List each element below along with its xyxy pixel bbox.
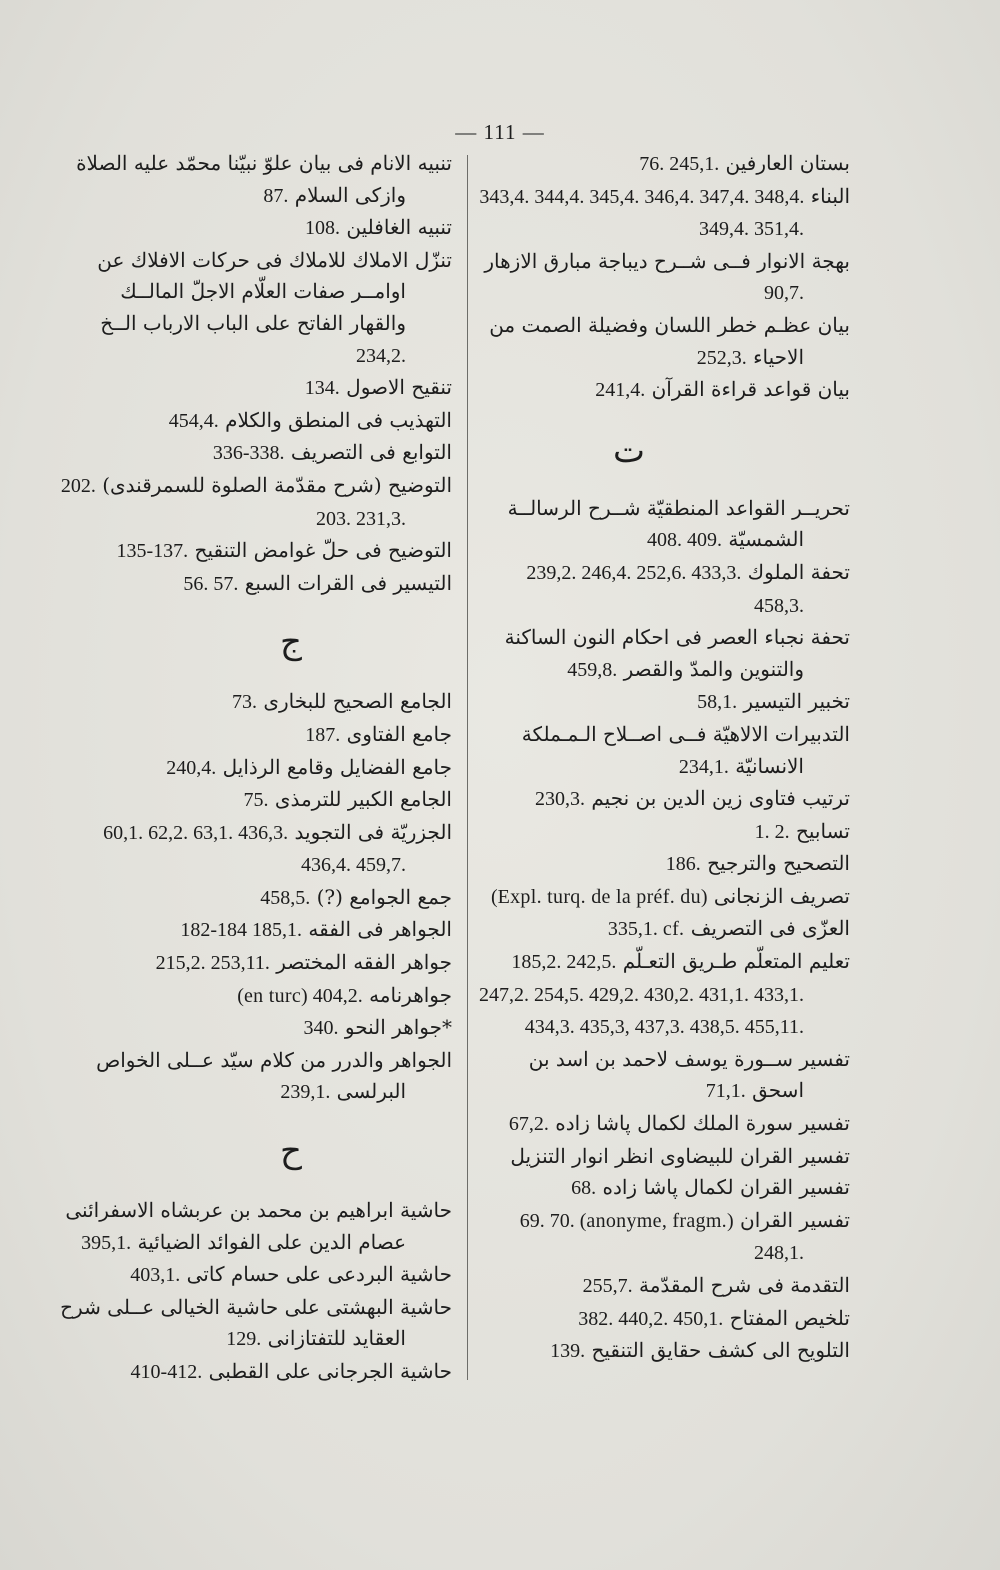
index-entry — [60, 535, 452, 568]
entry-references: 403,1. — [130, 1264, 181, 1287]
entry-title: جامع الفتاوى — [346, 721, 452, 746]
entry-references: 241,4. — [595, 379, 646, 402]
index-entry — [478, 1205, 850, 1270]
entry-references: 135-137. — [116, 540, 189, 563]
entry-title: جمع الجوامع (?) — [316, 884, 452, 909]
index-entry — [478, 816, 850, 849]
entry-title: تسابيح — [795, 818, 850, 843]
entry-title: تنبيه الانام فى بيان علوّ نبيّنا محمّد عليه الصلاة وازكى السلام — [76, 151, 452, 207]
entry-title: تلخيص المفتاح — [729, 1305, 850, 1330]
index-entry — [60, 882, 452, 915]
entry-references: 129. — [226, 1328, 262, 1351]
entry-title: ترتيب فتاوى زين الدين بن نجيم — [591, 786, 850, 811]
entry-references: 186. — [665, 853, 701, 876]
entry-references: 252,3. — [696, 346, 747, 369]
entry-title: حاشية البهشتى على حاشية الخيالى عــلى شرح العقايد للتفتازانى — [60, 1294, 452, 1351]
entry-references: 73. — [231, 691, 257, 714]
entry-title: التوضيح فى حلّ غوامض التنقيح — [194, 538, 452, 563]
index-entry — [478, 1335, 850, 1368]
index-entry — [60, 1045, 452, 1109]
index-entry — [60, 1292, 452, 1356]
entry-references: 139. — [550, 1340, 586, 1363]
entry-references: 234,1. — [678, 755, 729, 778]
index-entry — [478, 913, 850, 946]
index-entry — [478, 181, 850, 246]
entry-references: 187. — [305, 723, 341, 746]
entry-references: 408. 409. — [646, 529, 722, 552]
entry-title: تفسير ســورة يوسف لاحمد بن اسد بن اسحق — [528, 1046, 850, 1103]
section-letter-ta: ت — [612, 430, 645, 471]
entry-references: 182-184 185,1. — [180, 919, 303, 942]
entry-references: 343,4. 344,4. 345,4. 346,4. 347,4. 348,4. 349,4. 351,4. — [479, 185, 805, 241]
entry-references: 87. — [263, 184, 289, 207]
index-entry — [60, 914, 452, 947]
entry-title: حاشية الجرجانى على القطبى — [208, 1359, 452, 1383]
entry-title: تحريــر القواعد المنطقيّة شــرح الرسالــة الشمسيّة — [507, 495, 850, 552]
entry-title: جواهرنامه — [369, 982, 452, 1007]
index-entry — [60, 980, 452, 1013]
entry-title: تحفة الملوك — [747, 559, 850, 584]
entry-title: بيان قواعد قراءة القرآن — [651, 377, 850, 402]
index-entry — [60, 817, 452, 882]
entry-title: التلويح الى كشف حقايق التنقيح — [591, 1338, 850, 1363]
index-entry — [478, 493, 850, 557]
entry-title: التصحيح والترجيح — [707, 851, 850, 876]
left-column — [60, 148, 452, 1389]
entry-references: 90,7. — [764, 282, 804, 305]
index-entry — [478, 246, 850, 310]
index-entry — [60, 947, 452, 980]
entry-title: تنقيح الاصول — [346, 375, 452, 400]
index-entry — [478, 622, 850, 686]
index-entry — [60, 568, 452, 601]
entry-title: الجزريّة فى التجويد — [294, 819, 452, 844]
entry-references: 134. — [304, 377, 340, 400]
entry-references: 71,1. — [705, 1080, 746, 1103]
left-entries-bottom — [60, 1195, 452, 1389]
entry-title: بهجة الانوار فــى شــرح ديباجة مبارق الازهار — [484, 248, 850, 273]
right-entries-bottom — [478, 493, 850, 1368]
index-entry — [478, 719, 850, 783]
entry-references: 58,1. — [697, 691, 738, 714]
entry-title: التقدمة فى شرح المقدّمة — [638, 1273, 850, 1297]
entry-title: العزّى فى التصريف — [690, 916, 850, 941]
index-entry — [60, 1356, 452, 1389]
index-entry — [60, 437, 452, 470]
entry-title: التوضيح (شرح مقدّمة الصلوة للسمرقندى) — [102, 472, 452, 497]
entry-references: 459,8. — [567, 658, 618, 681]
entry-references: 340. — [303, 1017, 339, 1040]
index-entry — [478, 1108, 850, 1141]
index-entry — [478, 848, 850, 881]
entry-title: تخبير التيسير — [743, 689, 850, 714]
index-entry — [478, 1141, 850, 1173]
index-entry — [478, 946, 850, 1044]
entry-title: البناء — [810, 183, 850, 208]
index-entry — [60, 245, 452, 372]
index-entry — [60, 1195, 452, 1259]
entry-title: حاشية البردعى على حسام كاتى — [186, 1262, 452, 1287]
index-entry — [60, 686, 452, 719]
index-entry — [478, 148, 850, 181]
entry-references: (Expl. turq. de la préf. du) — [490, 885, 708, 908]
entry-title: الجامع الكبير للترمذى — [274, 787, 452, 812]
entry-title: الجواهر فى الفقه — [308, 917, 452, 942]
entry-references: 240,4. — [166, 756, 217, 779]
entry-references: 69. 70. (anonyme, fragm.) 248,1. — [519, 1209, 804, 1265]
entry-references: 67,2. — [508, 1113, 549, 1136]
entry-title: تفسير القران لكمال پاشا زاده — [602, 1175, 850, 1200]
entry-references: 255,7. — [582, 1275, 633, 1297]
index-entry — [478, 1044, 850, 1108]
entry-references: 56. 57. — [183, 572, 239, 595]
entry-title: بيان عظـم خطر اللسان وفضيلة الصمت من الاحياء — [489, 312, 850, 369]
left-entries-top — [60, 148, 452, 600]
entry-title: الجواهر والدرر من كلام سيّد عــلى الخواص البرلسى — [96, 1047, 452, 1104]
left-entries-mid — [60, 686, 452, 1109]
index-entry — [478, 310, 850, 374]
entry-title: تفسير القران — [740, 1207, 850, 1232]
entry-references: (en turc) 404,2. — [237, 984, 363, 1007]
entry-title: التيسير فى القرات السبع — [244, 570, 452, 595]
entry-title: بستان العارفين — [725, 151, 850, 175]
index-entry — [60, 719, 452, 752]
entry-references: 230,3. — [535, 788, 585, 811]
entry-title: الجامع الصحيح للبخارى — [263, 689, 452, 714]
entry-references: 382. 440,2. 450,1. — [578, 1307, 724, 1330]
index-entry — [60, 470, 452, 535]
entry-title: جواهر الفقه المختصر — [276, 950, 452, 975]
index-entry — [478, 374, 850, 407]
entry-title: تنزّل الاملاك للاملاك فى حركات الافلاك عن اوامــر صفات العلّام الاجلّ المالــك والقهار الفاتح على الباب الارباب الــخ — [97, 247, 452, 335]
entry-title: *جواهر النحو — [344, 1015, 452, 1040]
entry-references: 335,1. cf. — [607, 918, 685, 941]
entry-references: 395,1. — [81, 1231, 132, 1254]
entry-references: 234,2. — [356, 344, 406, 367]
entry-references: 454,4. — [168, 409, 219, 432]
entry-title: التهذيب فى المنطق والكلام — [225, 407, 452, 432]
index-entry — [60, 1259, 452, 1292]
section-letter-jim: ج — [280, 622, 302, 663]
right-column — [478, 148, 850, 1368]
right-entries-top — [478, 148, 850, 407]
index-entry — [478, 783, 850, 816]
entry-title: التوابع فى التصريف — [290, 440, 452, 465]
index-entry — [478, 686, 850, 719]
page-number: — 111 — — [455, 120, 545, 144]
index-entry — [60, 148, 452, 212]
index-entry — [478, 557, 850, 622]
entry-references: 76. 245,1. — [639, 153, 720, 175]
index-entry — [60, 405, 452, 438]
index-entry — [60, 784, 452, 817]
entry-title: تعليم المتعلّم طـريق التعـلّم — [622, 949, 850, 974]
entry-title: حاشية ابراهيم بن محمد بن عربشاه الاسفرائنى عصام الدين على الفوائد الضيائية — [65, 1198, 452, 1254]
index-entry — [478, 881, 850, 914]
entry-references: 108. — [305, 217, 341, 240]
entry-references: 336-338. — [212, 442, 285, 465]
entry-title: تفسير القران للبيضاوى انظر انوار التنزيل — [510, 1143, 850, 1168]
entry-title: تصريف الزنجانى — [713, 883, 850, 908]
entry-title: التدبيرات الالاهيّة فــى اصــلاح الـمـملكة الانسانيّة — [521, 721, 850, 778]
section-letter-ha: ح — [280, 1131, 302, 1172]
index-entry — [478, 1172, 850, 1205]
entry-references: 239,1. — [280, 1081, 331, 1104]
entry-title: تحفة نجباء العصر فى احكام النون الساكنة والتنوين والمدّ والقصر — [504, 625, 850, 681]
index-entry — [60, 212, 452, 245]
entry-references: 68. — [571, 1177, 597, 1200]
entry-references: 239,2. 246,4. 252,6. 433,3. 458,3. — [526, 561, 804, 617]
entry-references: 185,2. 242,5. 247,2. 254,5. 429,2. 430,2. 431,1. 433,1. 434,3. 435,3, 437,3. 438,5. 455,11. — [479, 951, 804, 1039]
entry-references: 215,2. 253,11. — [155, 952, 270, 975]
index-entry — [60, 1012, 452, 1045]
entry-references: 60,1. 62,2. 63,1. 436,3. 436,4. 459,7. — [103, 821, 406, 877]
index-entry — [478, 1270, 850, 1303]
entry-references: 410-412. — [130, 1361, 203, 1383]
entry-title: تنبيه الغافلين — [346, 215, 452, 240]
index-entry — [60, 752, 452, 785]
column-divider — [467, 155, 468, 1380]
entry-references: 202. 203. 231,3. — [60, 474, 406, 530]
entry-title: تفسير سورة الملك لكمال پاشا زاده — [555, 1111, 850, 1136]
entry-references: 1. 2. — [754, 820, 790, 843]
entry-title: جامع الفضايل وقامع الرذايل — [222, 754, 452, 779]
entry-references: 458,5. — [260, 886, 311, 909]
index-entry — [478, 1303, 850, 1336]
entry-references: 75. — [243, 789, 269, 812]
index-entry — [60, 372, 452, 405]
